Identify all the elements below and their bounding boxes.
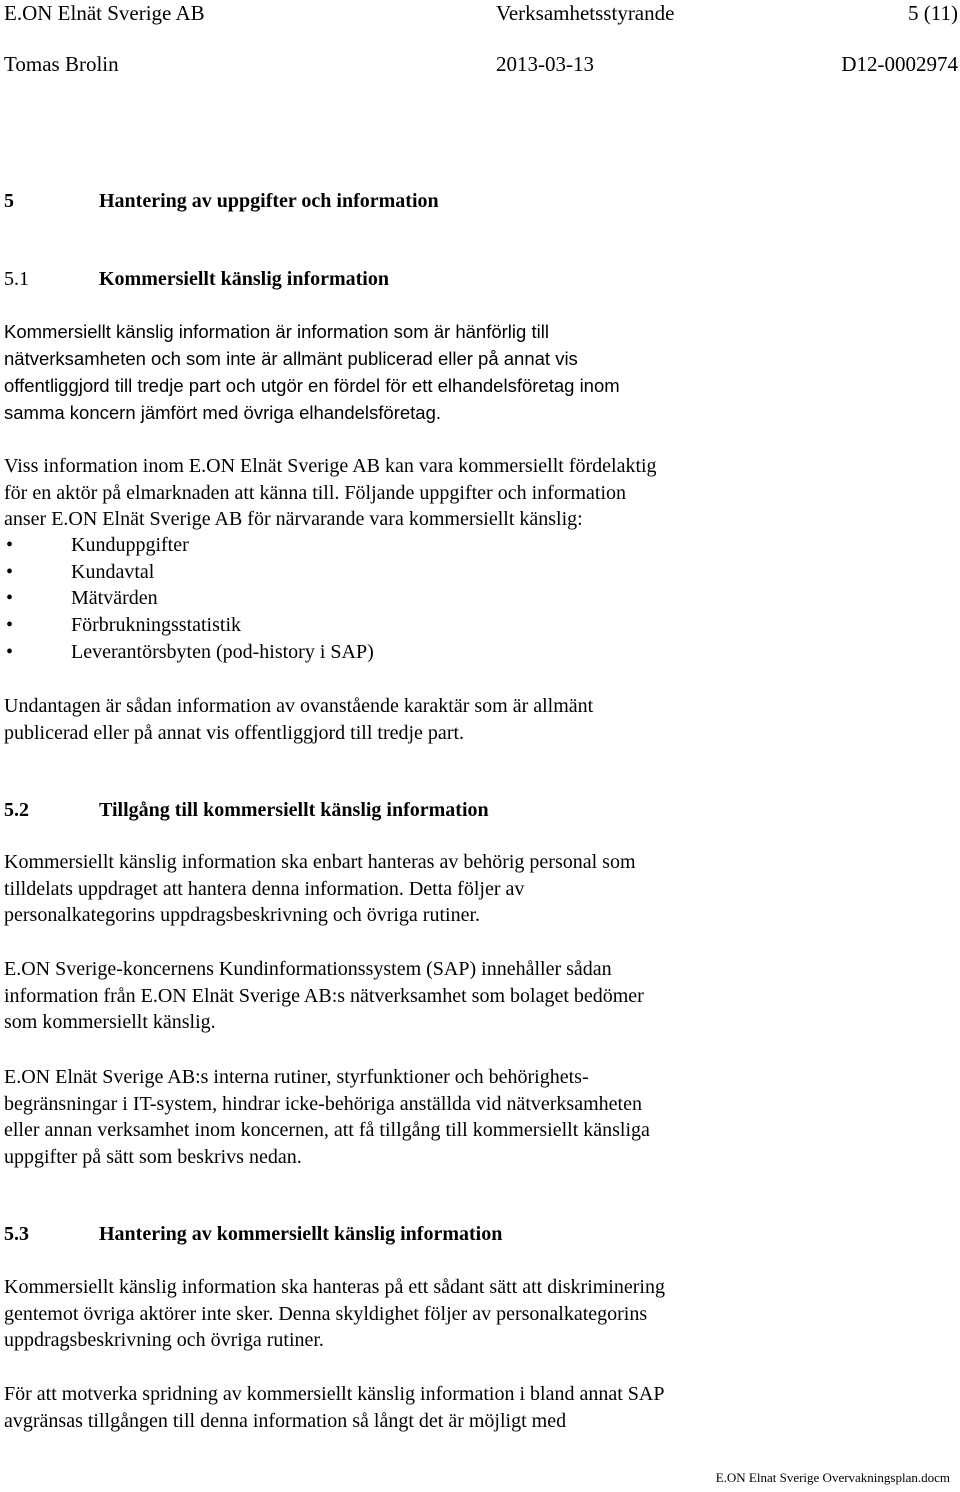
list-item-text: Förbrukningsstatistik [71, 614, 242, 637]
bullet-icon: • [6, 614, 14, 637]
footer-filename: E.ON Elnat Sverige Overvakningsplan.docm [715, 1470, 950, 1485]
paragraph-5-2-c [4, 1064, 944, 1171]
paragraph-5-1-b [4, 453, 944, 533]
bullet-icon: • [6, 560, 14, 583]
list-item-text: Mätvärden [71, 587, 158, 610]
section-title: Tillgång till kommersiellt känslig information [99, 799, 489, 821]
section-number: 5 [4, 190, 14, 212]
list-item [4, 612, 374, 639]
text-line: E.ON Elnät Sverige AB:s interna rutiner, styrfunktioner och behörighets- [4, 1066, 589, 1088]
bullet-list [4, 532, 374, 666]
text-line: För att motverka spridning av kommersiellt känslig information i bland annat SAP [4, 1383, 665, 1405]
text-line: tilldelats uppdraget att hantera denna information. Detta följer av [4, 877, 525, 900]
header-row-2 [4, 51, 958, 77]
company-name: E.ON Elnät Sverige AB [4, 1, 205, 25]
section-number: 5.1 [4, 268, 29, 290]
bullet-icon: • [6, 587, 14, 610]
section-title: Hantering av uppgifter och information [99, 190, 439, 212]
text-line: personalkategorins uppdragsbeskrivning och övriga rutiner. [4, 904, 480, 927]
text-line: uppdragsbeskrivning och övriga rutiner. [4, 1329, 324, 1352]
text-line: som kommersiellt känslig. [4, 1011, 216, 1034]
text-line: offentliggjord till tredje part och utgör en fördel för ett elhandelsföretag inom [4, 375, 620, 396]
text-line: E.ON Sverige-koncernens Kundinformationssystem (SAP) innehåller sådan [4, 958, 612, 980]
text-line: begränsningar i IT-system, hindrar icke-behöriga anställda vid nätverksamheten [4, 1092, 642, 1115]
paragraph-5-3-a [4, 1274, 944, 1354]
bullet-icon: • [6, 640, 14, 663]
author-name: Tomas Brolin [4, 52, 119, 76]
paragraph-5-3-b [4, 1381, 944, 1434]
document-id: D12-0002974 [841, 52, 958, 76]
text-line: Viss information inom E.ON Elnät Sverige AB kan vara kommersiellt fördelaktig [4, 455, 657, 477]
text-line: eller annan verksamhet inom koncernen, att få tillgång till kommersiellt känsliga [4, 1119, 650, 1142]
list-item [4, 559, 374, 586]
section-number: 5.2 [4, 799, 29, 821]
header-row-1 [4, 0, 958, 26]
text-line: Kommersiellt känslig information är information som är hänförlig till [4, 321, 549, 342]
text-line: Kommersiellt känslig information ska enbart hanteras av behörig personal som [4, 851, 636, 873]
text-line: publicerad eller på annat vis offentliggjord till tredje part. [4, 721, 465, 744]
paragraph-5-1-a [4, 318, 944, 426]
document-date: 2013-03-13 [496, 52, 594, 76]
text-line: avgränsas tillgången till denna information så långt det är möjligt med [4, 1409, 567, 1432]
text-line: uppgifter på sätt som beskrivs nedan. [4, 1146, 302, 1169]
text-line: information från E.ON Elnät Sverige AB:s nätverksamhet som bolaget bedömer [4, 984, 644, 1007]
text-line: samma koncern jämfört med övriga elhandelsföretag. [4, 402, 442, 423]
list-item [4, 532, 374, 559]
paragraph-5-2-a [4, 849, 944, 929]
list-item-text: Leverantörsbyten (pod-history i SAP) [71, 640, 374, 663]
paragraph-5-1-c [4, 693, 944, 746]
text-line: Undantagen är sådan information av ovanstående karaktär som är allmänt [4, 695, 594, 717]
text-line: för en aktör på elmarknaden att känna till. Följande uppgifter och information [4, 481, 627, 504]
section-title: Hantering av kommersiellt känslig information [99, 1223, 503, 1245]
section-title: Kommersiellt känslig information [99, 268, 389, 290]
list-item [4, 585, 374, 612]
paragraph-5-2-b [4, 956, 944, 1036]
list-item-text: Kunduppgifter [71, 534, 189, 556]
section-number: 5.3 [4, 1223, 29, 1245]
text-line: gentemot övriga aktörer inte sker. Denna skyldighet följer av personalkategorins [4, 1302, 648, 1325]
document-type: Verksamhetsstyrande [496, 1, 675, 25]
text-line: anser E.ON Elnät Sverige AB för närvarande vara kommersiellt känslig: [4, 508, 583, 531]
bullet-icon: • [6, 534, 14, 556]
list-item-text: Kundavtal [71, 560, 155, 583]
list-item [4, 639, 374, 666]
page-number: 5 (11) [908, 1, 958, 25]
text-line: Kommersiellt känslig information ska hanteras på ett sådant sätt att diskriminering [4, 1276, 665, 1298]
text-line: nätverksamheten och som inte är allmänt publicerad eller på annat vis [4, 348, 578, 369]
